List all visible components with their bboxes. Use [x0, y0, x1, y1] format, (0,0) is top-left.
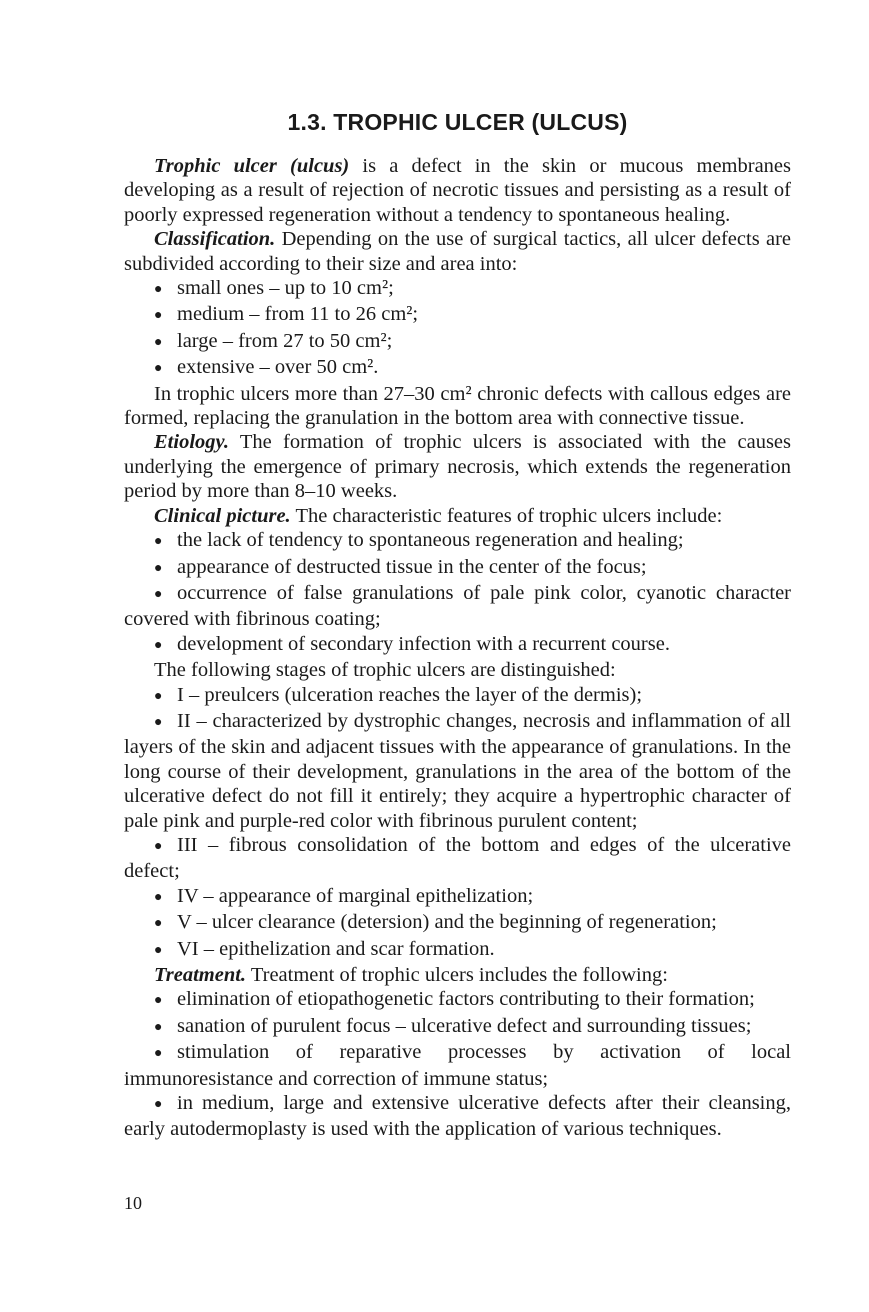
bullet-icon: ● [154, 993, 163, 1009]
bullet-icon: ● [154, 1046, 163, 1062]
bullet-icon: ● [154, 714, 163, 730]
treatment-paragraph [124, 963, 791, 987]
bullet-icon: ● [154, 282, 163, 298]
list-item: ● VI – epithelization and scar formation. [124, 937, 791, 963]
classification-paragraph [124, 227, 791, 276]
intro-text: is a defect in the skin or mucous membranes developing as a result of rejection of necrotic tissues and persisting as a result of poorly expressed regeneration without a tendency to spontaneous healing. [124, 155, 791, 226]
bullet-icon: ● [154, 688, 163, 704]
bullet-icon: ● [154, 1019, 163, 1035]
clinical-text: The characteristic features of trophic ulcers include: [290, 504, 723, 527]
list-item: ● development of secondary infection with a recurrent course. [124, 632, 791, 658]
list-item: ● in medium, large and extensive ulcerative defects after their cleansing, early autodermoplasty is used with the application of various techniques. [124, 1092, 791, 1141]
list-item: ● appearance of destructed tissue in the center of the focus; [124, 555, 791, 581]
list-item: ● medium – from 11 to 26 cm²; [124, 302, 791, 328]
page-content [124, 106, 791, 1142]
list-item: ● occurrence of false granulations of pale pink color, cyanotic character covered with fibrinous coating; [124, 581, 791, 631]
intro-term: Trophic ulcer (ulcus) [154, 155, 350, 177]
bullet-icon: ● [154, 942, 163, 958]
bullet-icon: ● [154, 560, 163, 576]
treatment-heading: Treatment. [154, 964, 247, 986]
classification-heading: Classification. [154, 228, 276, 251]
section-title: 1.3. TROPHIC ULCER (ULCUS) [287, 109, 628, 135]
intro-paragraph [124, 154, 791, 227]
bullet-icon: ● [154, 1097, 163, 1113]
list-item: ● the lack of tendency to spontaneous regeneration and healing; [124, 528, 791, 554]
list-item: ● elimination of etiopathogenetic factors contributing to their formation; [124, 987, 791, 1013]
etiology-text: The formation of trophic ulcers is associated with the causes underlying the emergence of primary necrosis, which extends the regeneration period by more than 8–10 weeks. [124, 431, 791, 503]
list-item: ● extensive – over 50 cm². [124, 355, 791, 381]
clinical-paragraph [124, 504, 791, 528]
bullet-icon: ● [154, 838, 163, 854]
list-item: ● small ones – up to 10 cm²; [124, 276, 791, 302]
bullet-icon: ● [154, 889, 163, 905]
list-item: ● II – characterized by dystrophic changes, necrosis and inflammation of all layers of the skin and adjacent tissues with the appearance of granulations. In the long course of their development, granulations in the area of the bottom of the ulcerative defect do not fill it entirely; they acquire a hypertrophic character of pale pink and purple-red color with fibrinous purulent content; [124, 709, 791, 832]
classification-list [124, 276, 791, 382]
list-item: ● I – preulcers (ulceration reaches the layer of the dermis); [124, 683, 791, 709]
classification-note: In trophic ulcers more than 27–30 cm² chronic defects with callous edges are formed, replacing the granulation in the bottom area with connective tissue. [124, 382, 791, 430]
stages-intro: The following stages of trophic ulcers are distinguished: [154, 659, 616, 682]
etiology-paragraph [124, 430, 791, 503]
classification-text: Depending on the use of surgical tactics, all ulcer defects are subdivided according to their size and area into: [124, 228, 791, 275]
bullet-icon: ● [154, 637, 163, 653]
list-item: ● large – from 27 to 50 cm²; [124, 329, 791, 355]
stages-list [124, 683, 791, 963]
list-item: ● III – fibrous consolidation of the bottom and edges of the ulcerative defect; [124, 833, 791, 883]
list-item: ● V – ulcer clearance (detersion) and the beginning of regeneration; [124, 910, 791, 936]
list-item: ● stimulation of reparative processes by activation of local immunoresistance and correction of immune status; [124, 1041, 791, 1090]
bullet-icon: ● [154, 361, 163, 377]
clinical-heading: Clinical picture. [154, 504, 291, 527]
list-item: ● sanation of purulent focus – ulcerative defect and surrounding tissues; [124, 1014, 791, 1040]
page-number: 10 [124, 1193, 142, 1213]
bullet-icon: ● [154, 308, 163, 324]
list-item: ● IV – appearance of marginal epithelization; [124, 884, 791, 910]
bullet-icon: ● [154, 534, 163, 550]
treatment-text: Treatment of trophic ulcers includes the following: [246, 964, 668, 986]
bullet-icon: ● [154, 586, 163, 602]
bullet-icon: ● [154, 334, 163, 350]
clinical-list [124, 528, 791, 658]
treatment-list [124, 987, 791, 1141]
etiology-heading: Etiology. [154, 431, 229, 454]
bullet-icon: ● [154, 916, 163, 932]
